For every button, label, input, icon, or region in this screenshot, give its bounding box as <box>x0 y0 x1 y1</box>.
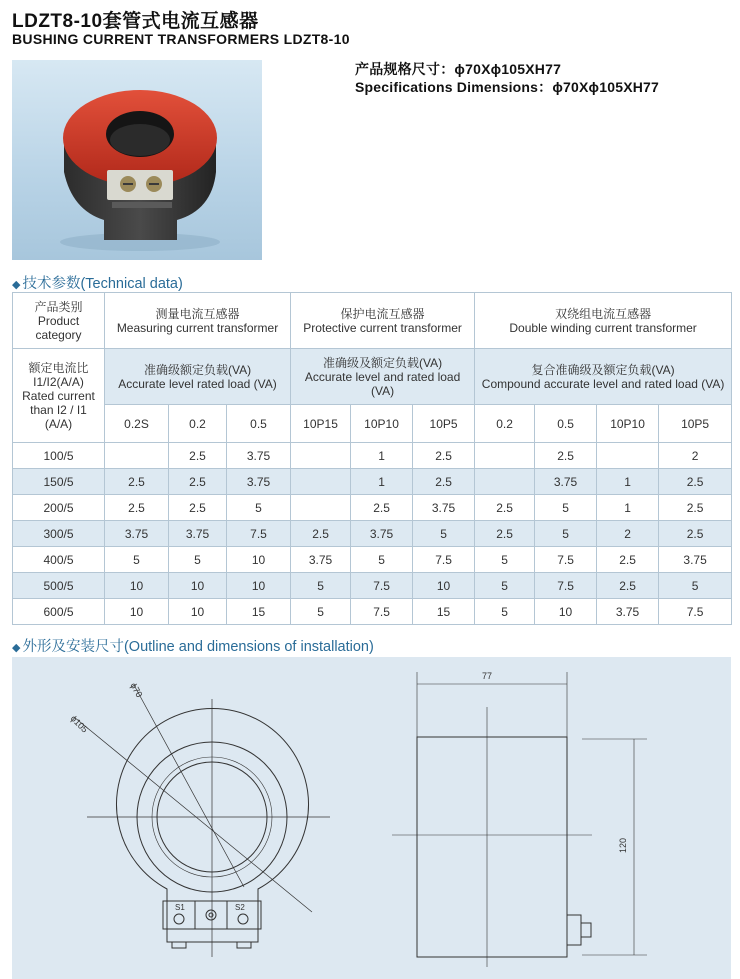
value-cell: 7.5 <box>351 573 413 599</box>
group-header-double-winding: 双绕组电流互感器 Double winding current transformer <box>475 293 732 349</box>
value-cell: 2.5 <box>351 495 413 521</box>
value-cell: 3.75 <box>413 495 475 521</box>
value-cell: 3.75 <box>659 547 732 573</box>
value-cell: 10 <box>105 599 169 625</box>
value-cell <box>291 495 351 521</box>
ratio-cell: 150/5 <box>13 469 105 495</box>
value-cell: 5 <box>291 573 351 599</box>
ratio-cell: 600/5 <box>13 599 105 625</box>
class-cell: 10P10 <box>351 405 413 443</box>
dim-inner: ϕ70 <box>128 681 145 700</box>
outline-drawing-svg <box>12 657 731 979</box>
value-cell: 5 <box>535 521 597 547</box>
ratio-cell: 400/5 <box>13 547 105 573</box>
value-cell: 10 <box>227 573 291 599</box>
table-row <box>13 469 732 495</box>
outer-housing <box>117 708 309 942</box>
value-cell: 2.5 <box>659 495 732 521</box>
technical-data-table <box>12 292 732 625</box>
ratio-cell: 100/5 <box>13 443 105 469</box>
load-header-protective: 准确级及额定负载(VA) Accurate level and rated load (VA) <box>291 349 475 405</box>
value-cell: 2.5 <box>475 495 535 521</box>
value-cell: 5 <box>535 495 597 521</box>
table-row <box>13 573 732 599</box>
class-cell: 10P10 <box>597 405 659 443</box>
value-cell: 2.5 <box>535 443 597 469</box>
spec-dimensions-cn: 产品规格尺寸：ϕ70Xϕ105XH77 <box>355 61 562 77</box>
value-cell: 10 <box>105 573 169 599</box>
value-cell: 1 <box>351 469 413 495</box>
dim-width: 77 <box>482 671 493 681</box>
value-cell: 3.75 <box>351 521 413 547</box>
page-subtitle: BUSHING CURRENT TRANSFORMERS LDZT8-10 <box>12 31 350 47</box>
value-cell: 2.5 <box>659 521 732 547</box>
class-cell: 0.2 <box>475 405 535 443</box>
value-cell: 2.5 <box>169 469 227 495</box>
value-cell: 5 <box>413 521 475 547</box>
table-row <box>13 599 732 625</box>
value-cell: 3.75 <box>597 599 659 625</box>
ratio-cell: 300/5 <box>13 521 105 547</box>
value-cell: 3.75 <box>169 521 227 547</box>
value-cell <box>291 469 351 495</box>
ratio-cell: 500/5 <box>13 573 105 599</box>
class-cell: 10P15 <box>291 405 351 443</box>
value-cell: 3.75 <box>105 521 169 547</box>
value-cell: 2.5 <box>291 521 351 547</box>
section-outline <box>12 635 374 656</box>
class-cell: 0.2 <box>169 405 227 443</box>
value-cell: 3.75 <box>535 469 597 495</box>
value-cell: 7.5 <box>227 521 291 547</box>
value-cell: 2 <box>659 443 732 469</box>
value-cell: 2.5 <box>475 521 535 547</box>
table-row <box>13 521 732 547</box>
value-cell: 2.5 <box>169 443 227 469</box>
value-cell: 5 <box>475 599 535 625</box>
value-cell: 15 <box>227 599 291 625</box>
class-cell: 0.2S <box>105 405 169 443</box>
section-title: 技术参数(Technical data) <box>22 276 183 292</box>
value-cell: 2.5 <box>659 469 732 495</box>
class-cell: 10P5 <box>659 405 732 443</box>
value-cell: 3.75 <box>291 547 351 573</box>
value-cell: 5 <box>351 547 413 573</box>
value-cell: 5 <box>169 547 227 573</box>
outline-drawing <box>12 657 731 979</box>
terminal-s1: S1 <box>175 903 185 912</box>
value-cell: 2 <box>597 521 659 547</box>
value-cell: 10 <box>535 599 597 625</box>
value-cell: 10 <box>169 573 227 599</box>
value-cell <box>475 443 535 469</box>
class-cell: 0.5 <box>535 405 597 443</box>
value-cell: 3.75 <box>227 443 291 469</box>
value-cell: 15 <box>413 599 475 625</box>
value-cell: 2.5 <box>597 547 659 573</box>
value-cell: 1 <box>351 443 413 469</box>
class-cell: 0.5 <box>227 405 291 443</box>
ratio-cell: 200/5 <box>13 495 105 521</box>
value-cell: 5 <box>475 547 535 573</box>
value-cell: 10 <box>227 547 291 573</box>
value-cell <box>597 443 659 469</box>
value-cell: 5 <box>475 573 535 599</box>
table-row <box>13 443 732 469</box>
class-cell: 10P5 <box>413 405 475 443</box>
value-cell <box>291 443 351 469</box>
spec-dimensions-en: Specifications Dimensions：ϕ70Xϕ105XH77 <box>355 79 660 95</box>
value-cell: 1 <box>597 495 659 521</box>
value-cell: 2.5 <box>169 495 227 521</box>
value-cell: 2.5 <box>413 443 475 469</box>
value-cell: 10 <box>169 599 227 625</box>
group-header-measuring: 测量电流互感器 Measuring current transformer <box>105 293 291 349</box>
value-cell: 2.5 <box>413 469 475 495</box>
value-cell: 2.5 <box>105 469 169 495</box>
dim-outer: ϕ105 <box>68 713 90 735</box>
value-cell: 7.5 <box>535 547 597 573</box>
value-cell: 7.5 <box>659 599 732 625</box>
dim-height: 120 <box>618 837 628 853</box>
side-view-body <box>417 737 567 957</box>
value-cell: 5 <box>291 599 351 625</box>
group-header-protective: 保护电流互感器 Protective current transformer <box>291 293 475 349</box>
value-cell: 7.5 <box>351 599 413 625</box>
section-title: 外形及安装尺寸(Outline and dimensions of installation) <box>22 639 374 655</box>
diamond-bullet-icon: ◆ <box>12 279 21 291</box>
product-photo <box>12 60 262 260</box>
value-cell: 5 <box>659 573 732 599</box>
transformer-image <box>12 60 262 260</box>
terminal-s2: S2 <box>235 903 245 912</box>
value-cell: 2.5 <box>597 573 659 599</box>
category-header: 产品类别 Product category <box>13 293 105 349</box>
table-row <box>13 495 732 521</box>
load-header-double: 复合准确级及额定负载(VA) Compound accurate level and rated load (VA) <box>475 349 732 405</box>
table-body <box>13 443 732 625</box>
side-terminal <box>567 915 581 945</box>
value-cell: 7.5 <box>535 573 597 599</box>
value-cell: 2.5 <box>105 495 169 521</box>
value-cell: 10 <box>413 573 475 599</box>
value-cell <box>475 469 535 495</box>
load-header-measuring: 准确级额定负载(VA) Accurate level rated load (VA) <box>105 349 291 405</box>
value-cell: 3.75 <box>227 469 291 495</box>
value-cell: 5 <box>105 547 169 573</box>
value-cell: 1 <box>597 469 659 495</box>
diamond-bullet-icon: ◆ <box>12 642 21 654</box>
value-cell: 5 <box>227 495 291 521</box>
table-row <box>13 547 732 573</box>
section-technical-data <box>12 272 183 293</box>
value-cell: 7.5 <box>413 547 475 573</box>
ratio-header: 额定电流比 I1/I2(A/A) Rated current than I2 / I1 (A/A) <box>13 349 105 443</box>
page-title: LDZT8-10套管式电流互感器 <box>12 11 259 32</box>
value-cell <box>105 443 169 469</box>
